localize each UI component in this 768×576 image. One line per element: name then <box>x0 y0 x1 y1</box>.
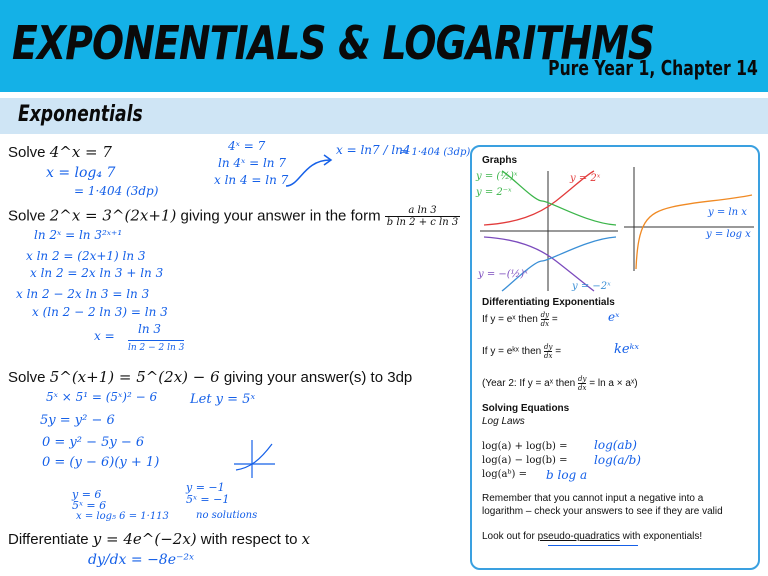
hw-q2-line1: ln 2ˣ = ln 3²ˣ⁺¹ <box>34 228 123 242</box>
hw-q2-numerator: ln 3 <box>138 322 162 336</box>
hw-q1-line2: = 1·404 (3dp) <box>74 184 159 198</box>
hw-q1-arrow <box>282 150 337 190</box>
log-law-2-answer: log(a/b) <box>594 453 641 467</box>
hw-q3-line6: 5ˣ = 6 <box>72 499 107 512</box>
lookout-note: Look out for pseudo-quadratics with exponentials! <box>482 531 703 542</box>
question-3: Solve 5^(x+1) = 5^(2x) − 6 giving your answer(s) to 3dp <box>8 368 413 386</box>
pseudo-quadratics-underlined: pseudo-quadratics <box>537 531 620 542</box>
hw-q2-fraction-bar <box>128 340 184 341</box>
hw-q3-line7: x = log₅ 6 = 1·113 <box>76 511 169 522</box>
label-neg-2-power-x: y = −2ˣ <box>572 281 611 292</box>
log-law-3: log(aᵇ) = <box>482 469 527 480</box>
hw-q3-line3: 0 = y² − 5y − 6 <box>42 435 145 450</box>
hw-q1-line7: = 1·404 (3dp) <box>400 147 471 158</box>
hw-q2-line2: x ln 2 = (2x+1) ln 3 <box>26 249 146 263</box>
question-2: Solve 2^x = 3^(2x+1) giving your answer in the form $\frac{\text{a ln 3}}{\text{b ln 2 + c ln 3}}$ <box>8 205 459 228</box>
question-4: Differentiate y = 4e^(−2x) with respect to x <box>8 530 311 548</box>
hw-q3-line9: 5ˣ = −1 <box>186 493 230 506</box>
diff-heading: Differentiating Exponentials <box>482 297 615 308</box>
diff-rule-1: If y = eˣ then $\frac{dy}{dx}$ = <box>482 311 558 328</box>
label-2-power-x: y = 2ˣ <box>570 173 601 184</box>
hw-q3-line2: 5y = y² − 6 <box>40 413 115 428</box>
hw-q2-line5: x (ln 2 − 2 ln 3) = ln 3 <box>32 305 168 319</box>
section-title: Exponentials <box>18 102 143 127</box>
chapter-label: Pure Year 1, Chapter 14 <box>548 56 758 80</box>
diff-rule-3: (Year 2: If y = aˣ then $\frac{dy}{dx}$ = ln a × aˣ) <box>482 375 638 392</box>
hw-underline <box>548 545 638 546</box>
remember-line-2: logarithm – check your answers to see if they are valid <box>482 506 723 517</box>
hw-q2-line6: x = <box>94 329 115 343</box>
log-law-1: log(a) + log(b) = <box>482 441 568 452</box>
hw-q4-answer: dy/dx = −8e⁻²ˣ <box>88 552 194 568</box>
hw-q2-line3: x ln 2 = 2x ln 3 + ln 3 <box>30 266 164 280</box>
log-laws-heading: Log Laws <box>482 416 525 427</box>
hw-q3-line8: y = −1 <box>186 481 225 494</box>
page-title: EXPONENTIALS & LOGARITHMS <box>12 16 655 70</box>
logarithm-graph <box>622 163 757 273</box>
answer-form-fraction: $\frac{\text{a ln 3}}{\text{b ln 2 + c ln 3}}$ <box>386 205 459 228</box>
log-law-1-answer: log(ab) <box>594 438 637 452</box>
graphs-heading: Graphs <box>482 155 518 166</box>
hw-q3-line1: 5ˣ × 5¹ = (5ˣ)² − 6 <box>46 390 158 404</box>
summary-panel <box>470 145 760 570</box>
log-law-2: log(a) − log(b) = <box>482 455 568 466</box>
hw-q3-line4: 0 = (y − 6)(y + 1) <box>42 455 160 470</box>
remember-line-1: Remember that you cannot input a negative into a <box>482 493 704 504</box>
log-law-3-answer: b log a <box>546 468 588 482</box>
hw-q3-let: Let y = 5ˣ <box>190 392 256 407</box>
hw-q3-line10: no solutions <box>196 510 258 521</box>
hw-q1-line4: ln 4ˣ = ln 7 <box>218 156 286 170</box>
diff-rule-2-answer: keᵏˣ <box>614 342 639 357</box>
hw-q1-line3: 4ˣ = 7 <box>228 139 266 153</box>
label-half-power-x: y = (½)ˣ <box>476 171 518 182</box>
hw-q1-line1: x = log₄ 7 <box>46 165 116 181</box>
label-log-x: y = log x <box>706 229 751 240</box>
hw-q2-denominator: ln 2 − 2 ln 3 <box>128 343 185 353</box>
hw-q2-line4: x ln 2 − 2x ln 3 = ln 3 <box>16 287 150 301</box>
label-2-neg-x: y = 2⁻ˣ <box>476 187 512 198</box>
hw-q1-line5: x ln 4 = ln 7 <box>214 173 289 187</box>
label-neg-half-power-x: y = −(½)ˣ <box>478 269 528 280</box>
question-1: Solve 4^x = 7 <box>8 143 112 161</box>
label-ln-x: y = ln x <box>708 207 747 218</box>
hw-q1-line6: x = ln7 / ln4 <box>336 143 411 157</box>
hw-q3-line5: y = 6 <box>72 488 102 501</box>
diff-rule-2: If y = eᵏˣ then $\frac{dy}{dx}$ = <box>482 343 562 360</box>
hw-q3-sketch <box>232 438 277 480</box>
diff-rule-1-answer: eˣ <box>608 310 620 324</box>
solving-heading: Solving Equations <box>482 403 570 414</box>
